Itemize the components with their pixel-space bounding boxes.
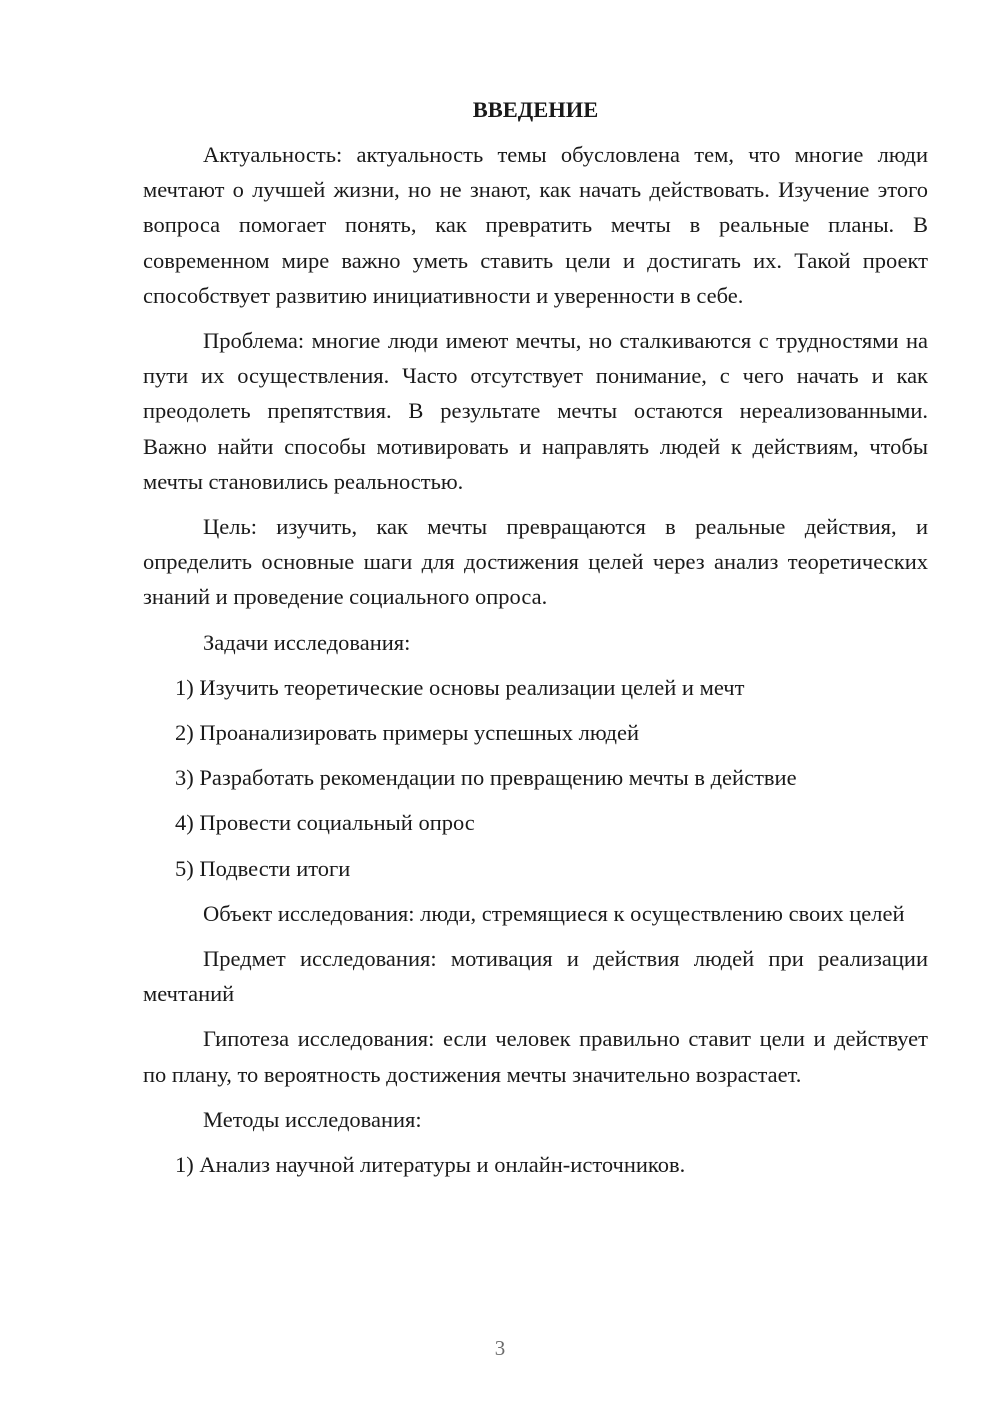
paragraph-tasks-heading: Задачи исследования: [203, 629, 411, 655]
paragraph-methods-heading: Методы исследования: [203, 1106, 422, 1132]
paragraph-subject: Предмет исследования: мотивация и действия людей при реализации мечтаний [143, 946, 928, 1007]
task-item-3: 3) Разработать рекомендации по превращению мечты в действие [175, 765, 797, 791]
paragraph-problem: Проблема: многие люди имеют мечты, но сталкиваются с трудностями на пути их осуществления. Часто отсутствует понимание, с чего начать и как преодолеть препятствия. В результате мечты остаются нереализованными. Важно найти способы мотивировать и направлять людей к действиям, чтобы мечты становились реальностью. [143, 328, 928, 494]
methods-list [143, 1147, 928, 1182]
method-item-1: 1) Анализ научной литературы и онлайн-источников. [175, 1152, 686, 1178]
document-page [143, 92, 928, 1192]
task-item-5: 5) Подвести итоги [175, 855, 351, 881]
section-title: ВВЕДЕНИЕ [472, 97, 599, 122]
task-item-1: 1) Изучить теоретические основы реализации целей и мечт [175, 674, 745, 700]
paragraph-hypothesis: Гипотеза исследования: если человек правильно ставит цели и действует по плану, то вероятность достижения мечты значительно возрастает. [143, 1026, 928, 1087]
paragraph-object: Объект исследования: люди, стремящиеся к осуществлению своих целей [203, 900, 905, 926]
tasks-list [143, 670, 928, 886]
paragraph-goal: Цель: изучить, как мечты превращаются в реальные действия, и определить основные шаги для достижения целей через анализ теоретических знаний и проведение социального опроса. [143, 514, 928, 610]
page-number: 3 [494, 1336, 506, 1360]
paragraph-relevance: Актуальность: актуальность темы обусловлена тем, что многие люди мечтают о лучшей жизни, но не знают, как начать действовать. Изучение этого вопроса помогает понять, как превратить мечты в реальные планы. В современном мире важно уметь ставить цели и достигать их. Такой проект способствует развитию инициативности и уверенности в себе. [143, 142, 928, 308]
task-item-2: 2) Проанализировать примеры успешных людей [175, 720, 640, 746]
task-item-4: 4) Провести социальный опрос [175, 810, 475, 836]
